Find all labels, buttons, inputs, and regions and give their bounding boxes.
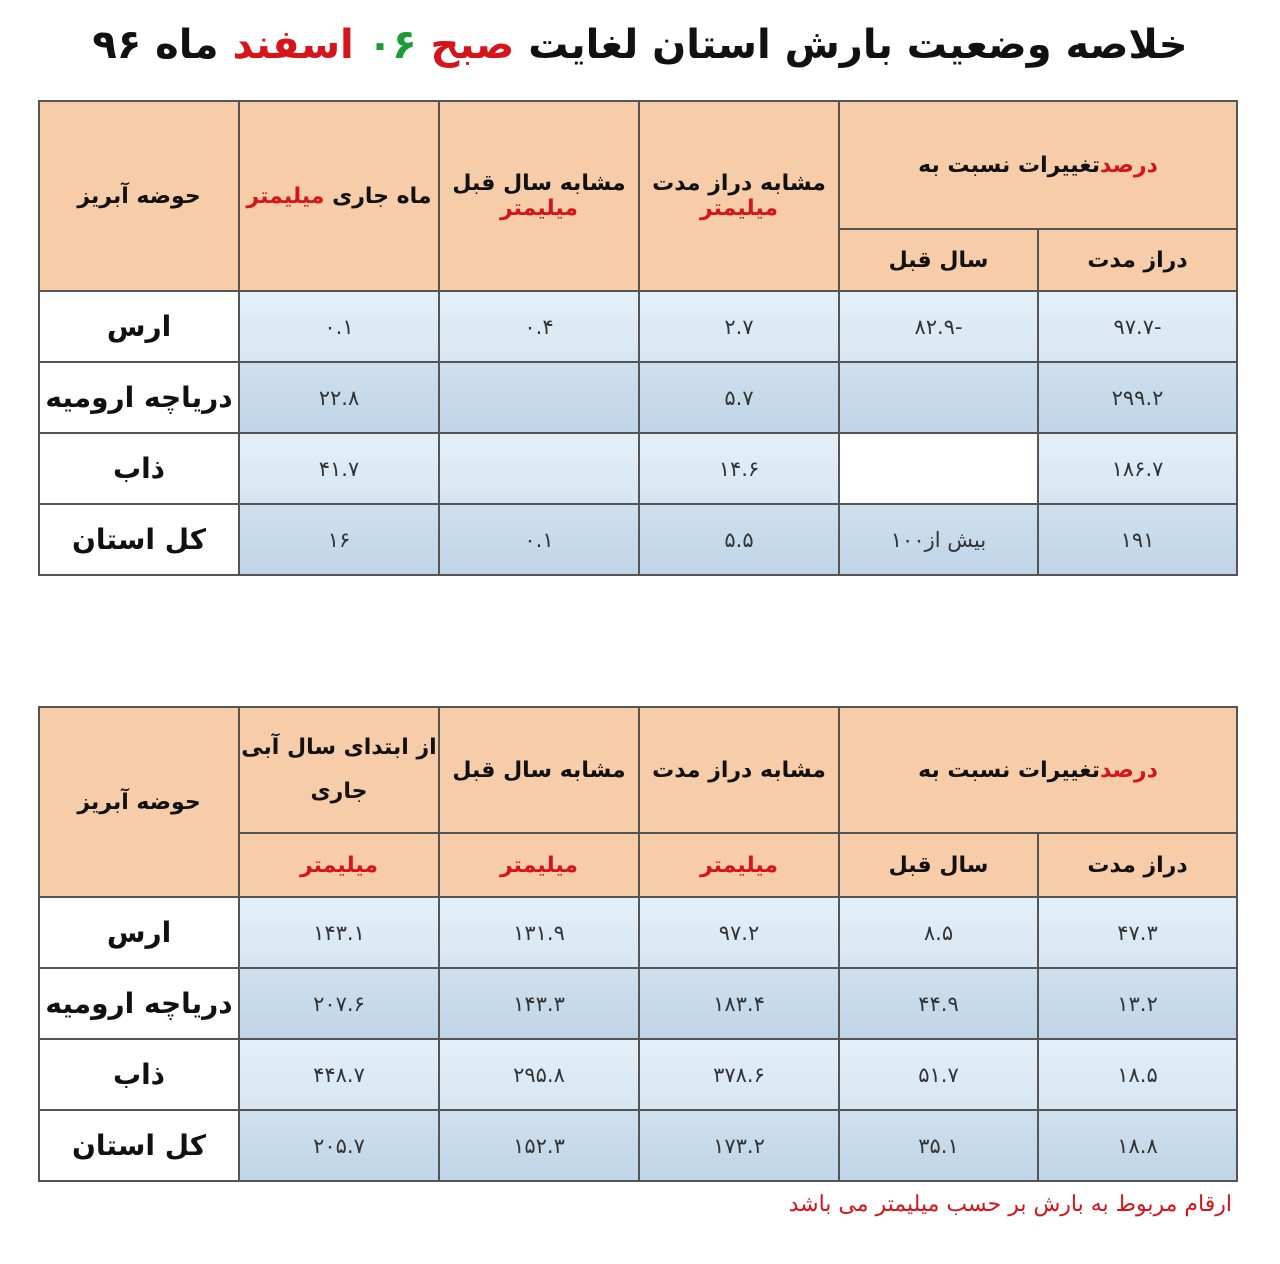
- current-cell: ۲۲.۸: [239, 362, 439, 433]
- pct-long-cell: -۹۷.۷: [1038, 291, 1237, 362]
- sub-long-term-header: دراز مدت: [1038, 833, 1237, 897]
- prev-year-cell: ۱۵۲.۳: [439, 1110, 639, 1181]
- long-term-cell: ۵.۷: [639, 362, 839, 433]
- pct-long-cell: ۱۹۱: [1038, 504, 1237, 575]
- pct-long-cell: ۱۸.۸: [1038, 1110, 1237, 1181]
- basin-name: ارس: [39, 291, 239, 362]
- basin-name: ذاب: [39, 1039, 239, 1110]
- pct-prev-cell: [839, 362, 1038, 433]
- long-term-cell: ۹۷.۲: [639, 897, 839, 968]
- basin-name: دریاچه ارومیه: [39, 362, 239, 433]
- pct-long-cell: ۱۳.۲: [1038, 968, 1237, 1039]
- pct-prev-cell: بیش از۱۰۰: [839, 504, 1038, 575]
- basin-name: کل استان: [39, 1110, 239, 1181]
- current-cell: ۱۶: [239, 504, 439, 575]
- long-term-cell: ۲.۷: [639, 291, 839, 362]
- basin-name: ارس: [39, 897, 239, 968]
- title-text: خلاصه وضعیت بارش استان لغایت: [528, 22, 1188, 68]
- current-cell: ۴۱.۷: [239, 433, 439, 504]
- unit-label: میلیمتر: [239, 833, 439, 897]
- basin-name: ذاب: [39, 433, 239, 504]
- prev-year-header: مشابه سال قبل میلیمتر: [439, 101, 639, 291]
- title-year: ماه ۹۶: [92, 22, 219, 68]
- sub-prev-year-header: سال قبل: [839, 833, 1038, 897]
- table-row: [39, 897, 1237, 968]
- pct-long-cell: ۱۸.۵: [1038, 1039, 1237, 1110]
- water-year-rainfall-table: [38, 706, 1238, 1182]
- pct-change-header: درصدتغییرات نسبت به: [839, 101, 1237, 229]
- pct-long-cell: ۲۹۹.۲: [1038, 362, 1237, 433]
- table-row: [39, 1110, 1237, 1181]
- page-title: [0, 10, 1280, 80]
- title-morning: صبح: [430, 22, 515, 68]
- prev-year-cell: ۲۹۵.۸: [439, 1039, 639, 1110]
- table-row: [39, 504, 1237, 575]
- pct-prev-cell: ۳۵.۱: [839, 1110, 1038, 1181]
- long-term-cell: ۱۷۳.۲: [639, 1110, 839, 1181]
- prev-year-cell: ۰.۱: [439, 504, 639, 575]
- long-term-header: مشابه دراز مدت: [639, 707, 839, 833]
- unit-label: میلیمتر: [439, 833, 639, 897]
- basin-name: کل استان: [39, 504, 239, 575]
- table-row: [39, 362, 1237, 433]
- pct-prev-cell: -۸۲.۹: [839, 291, 1038, 362]
- monthly-rainfall-table: [38, 100, 1238, 576]
- sub-prev-year-header: سال قبل: [839, 229, 1038, 291]
- current-cell: ۰.۱: [239, 291, 439, 362]
- basin-header: حوضه آبریز: [39, 101, 239, 291]
- since-start-cell: ۲۰۵.۷: [239, 1110, 439, 1181]
- table-row: [39, 291, 1237, 362]
- long-term-cell: ۳۷۸.۶: [639, 1039, 839, 1110]
- since-start-cell: ۱۴۳.۱: [239, 897, 439, 968]
- prev-year-cell: ۱۳۱.۹: [439, 897, 639, 968]
- pct-prev-cell: ۴۴.۹: [839, 968, 1038, 1039]
- sub-long-term-header: دراز مدت: [1038, 229, 1237, 291]
- pct-prev-cell: [839, 433, 1038, 504]
- pct-long-cell: ۱۸۶.۷: [1038, 433, 1237, 504]
- prev-year-cell: [439, 433, 639, 504]
- basin-header: حوضه آبریز: [39, 707, 239, 897]
- long-term-cell: ۵.۵: [639, 504, 839, 575]
- title-day: ۰۶: [367, 22, 417, 68]
- since-start-header: از ابتدای سال آبی جاری: [239, 707, 439, 833]
- current-month-header: ماه جاری میلیمتر: [239, 101, 439, 291]
- long-term-header: مشابه دراز مدت میلیمتر: [639, 101, 839, 291]
- footnote: ارقام مربوط به بارش بر حسب میلیمتر می باشد: [788, 1192, 1232, 1217]
- prev-year-header: مشابه سال قبل: [439, 707, 639, 833]
- long-term-cell: ۱۴.۶: [639, 433, 839, 504]
- since-start-cell: ۴۴۸.۷: [239, 1039, 439, 1110]
- title-month: اسفند: [232, 22, 354, 68]
- prev-year-cell: ۱۴۳.۳: [439, 968, 639, 1039]
- unit-label: میلیمتر: [639, 833, 839, 897]
- table-row: [39, 968, 1237, 1039]
- table-row: [39, 1039, 1237, 1110]
- pct-long-cell: ۴۷.۳: [1038, 897, 1237, 968]
- long-term-cell: ۱۸۳.۴: [639, 968, 839, 1039]
- prev-year-cell: ۰.۴: [439, 291, 639, 362]
- basin-name: دریاچه ارومیه: [39, 968, 239, 1039]
- prev-year-cell: [439, 362, 639, 433]
- table-row: [39, 433, 1237, 504]
- pct-prev-cell: ۵۱.۷: [839, 1039, 1038, 1110]
- pct-change-header: درصدتغییرات نسبت به: [839, 707, 1237, 833]
- since-start-cell: ۲۰۷.۶: [239, 968, 439, 1039]
- pct-prev-cell: ۸.۵: [839, 897, 1038, 968]
